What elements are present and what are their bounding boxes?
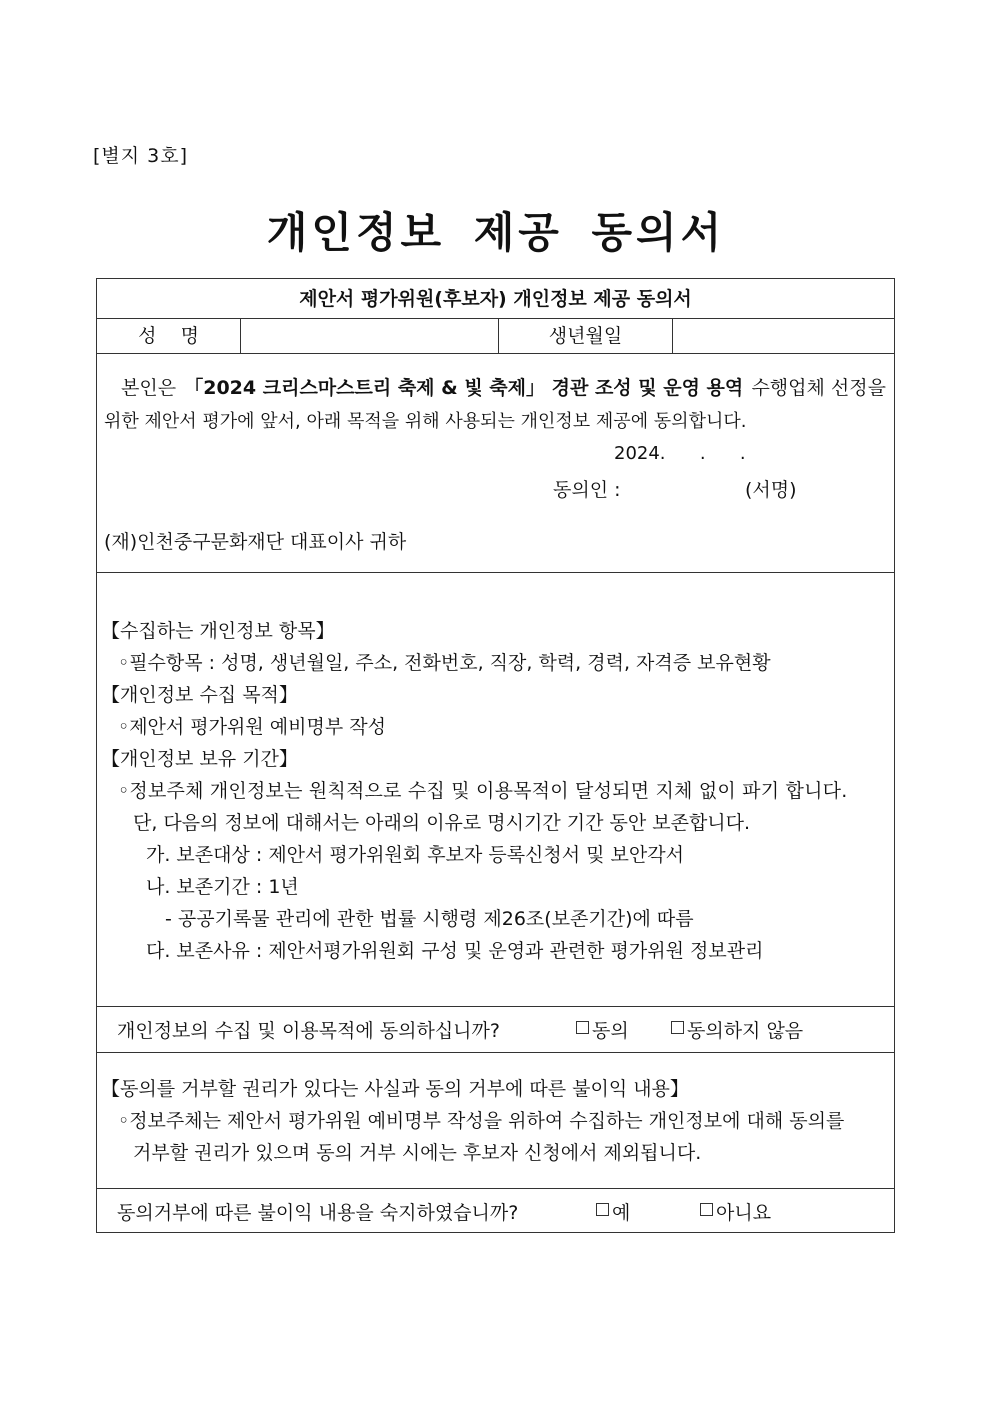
acknowledge-question: 동의거부에 따른 불이익 내용을 숙지하였습니까? bbox=[117, 1201, 519, 1224]
signer-label: 동의인 : bbox=[553, 479, 621, 501]
no-option[interactable] bbox=[700, 1189, 771, 1233]
period-heading: 【개인정보 보유 기간】 bbox=[101, 748, 298, 770]
agree-label: 동의 bbox=[592, 1020, 629, 1042]
refusal-text-2: 거부할 권리가 있으며 동의 거부 시에는 후보자 신청에서 제외됩니다. bbox=[133, 1142, 702, 1164]
period-item-b-note: - 공공기록물 관리에 관한 법률 시행령 제26조(보존기간)에 따름 bbox=[165, 908, 694, 930]
disagree-option[interactable] bbox=[671, 1007, 803, 1052]
consent-statement bbox=[97, 354, 894, 573]
period-text-2: 단, 다음의 정보에 대해서는 아래의 이유로 명시기간 기간 동안 보존합니다. bbox=[133, 812, 751, 834]
acknowledge-question-row bbox=[97, 1189, 894, 1233]
yes-checkbox[interactable] bbox=[596, 1203, 609, 1216]
consent-question: 개인정보의 수집 및 이용목적에 동의하십니까? bbox=[117, 1020, 500, 1042]
consent-line-1 bbox=[121, 376, 886, 400]
consent-suffix: 수행업체 선정을 bbox=[751, 377, 886, 399]
consent-form bbox=[96, 278, 895, 1233]
details-section bbox=[97, 573, 894, 1007]
annex-label: [별지 3호] bbox=[93, 145, 189, 167]
agree-option[interactable] bbox=[576, 1007, 629, 1052]
disagree-checkbox[interactable] bbox=[671, 1021, 684, 1034]
refusal-text-1: ◦정보주체는 제안서 평가위원 예비명부 작성을 위하여 수집하는 개인정보에 대해 동의를 bbox=[118, 1110, 845, 1132]
period-item-b: 나. 보존기간 : 1년 bbox=[146, 876, 299, 898]
form-header: 제안서 평가위원(후보자) 개인정보 제공 동의서 bbox=[299, 287, 692, 310]
birth-field[interactable] bbox=[672, 319, 894, 353]
form-header-row bbox=[97, 279, 894, 319]
no-checkbox[interactable] bbox=[700, 1203, 713, 1216]
name-label: 성 명 bbox=[138, 325, 199, 347]
period-item-c: 다. 보존사유 : 제안서평가위원회 구성 및 운영과 관련한 평가위원 정보관리 bbox=[146, 940, 764, 962]
refusal-heading: 【동의를 거부할 권리가 있다는 사실과 동의 거부에 따른 불이익 내용】 bbox=[101, 1078, 689, 1100]
no-label: 아니요 bbox=[716, 1201, 772, 1224]
consent-date: 2024. . . bbox=[614, 443, 746, 464]
purpose-heading: 【개인정보 수집 목적】 bbox=[101, 684, 298, 706]
project-name: 「2024 크리스마스트리 축제 & 빛 축제」 경관 조성 및 운영 용역 bbox=[184, 377, 744, 399]
consent-line-2: 위한 제안서 평가에 앞서, 아래 목적을 위해 사용되는 개인정보 제공에 동의합니다. bbox=[104, 411, 747, 432]
identity-row bbox=[97, 319, 894, 354]
consent-prefix: 본인은 bbox=[121, 377, 177, 399]
agree-checkbox[interactable] bbox=[576, 1021, 589, 1034]
refusal-section bbox=[97, 1053, 894, 1189]
yes-label: 예 bbox=[612, 1201, 631, 1224]
items-heading: 【수집하는 개인정보 항목】 bbox=[101, 620, 335, 642]
period-text-1: ◦정보주체 개인정보는 원칙적으로 수집 및 이용목적이 달성되면 지체 없이 파기 합니다. bbox=[118, 780, 848, 802]
document-title: 개인정보 제공 동의서 bbox=[266, 208, 726, 257]
name-field[interactable] bbox=[240, 319, 498, 353]
addressee: (재)인천중구문화재단 대표이사 귀하 bbox=[104, 531, 407, 553]
purpose-text: ◦제안서 평가위원 예비명부 작성 bbox=[118, 716, 386, 738]
consent-question-row bbox=[97, 1007, 894, 1053]
period-item-a: 가. 보존대상 : 제안서 평가위원회 후보자 등록신청서 및 보안각서 bbox=[146, 844, 684, 866]
birth-label: 생년월일 bbox=[548, 325, 623, 347]
signature-note: (서명) bbox=[745, 479, 797, 501]
items-text: ◦필수항목 : 성명, 생년월일, 주소, 전화번호, 직장, 학력, 경력, 자격증 보유현황 bbox=[118, 652, 771, 674]
disagree-label: 동의하지 않음 bbox=[687, 1020, 804, 1042]
yes-option[interactable] bbox=[596, 1189, 630, 1233]
